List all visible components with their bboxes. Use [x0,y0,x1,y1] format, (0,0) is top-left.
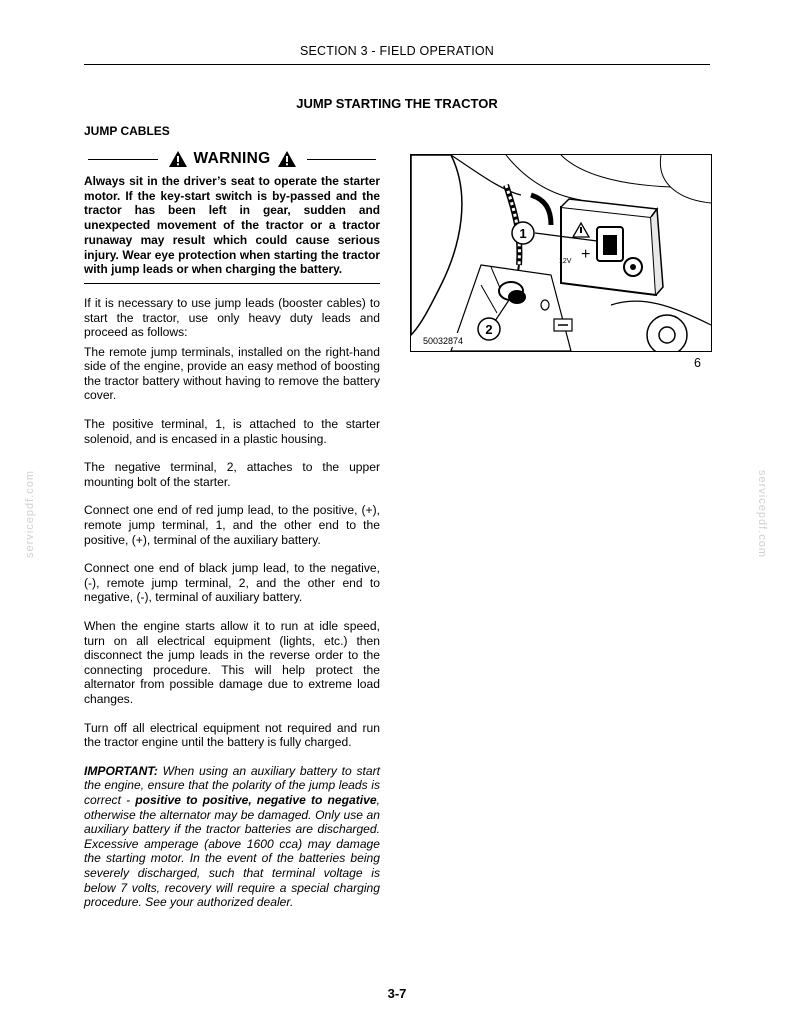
important-text-a: When using an auxiliary battery to start the engine, ensure that the polarity of the jump leads is correct - [84,763,380,807]
warning-rule-right [307,159,377,160]
paragraph-intro: If it is necessary to use jump leads (booster cables) to start the tractor, use only heavy duty leads and proceed as follows: [84,295,380,340]
figure-number: 6 [694,356,701,370]
page-title: JUMP STARTING THE TRACTOR [296,96,498,111]
paragraph-connect-black: Connect one end of black jump lead, to the negative, (-), remote jump terminal, 2, and the other end to negative, (-), terminal of auxiliary battery. [84,561,380,605]
warning-header [84,148,380,170]
header-rule [84,64,710,65]
engine-illustration [411,155,711,351]
paragraph-positive-terminal: The positive terminal, 1, is attached to the starter solenoid, and is encased in a plastic housing. [84,417,380,446]
watermark-right: servicepdf.com [755,470,768,558]
sub-heading: JUMP CABLES [84,124,170,138]
warning-box [84,148,380,284]
warning-text: Always sit in the driver’s seat to operate the starter motor. If the key-start switch is by-passed and the tractor has been left in gear, sudden and unexpected movement of the tractor or a tractor runaway may result which could cause serious injury. Wear eye protection when starting the tractor with jump leads or when charging the battery. [84,174,380,277]
figure-code: 50032874 [423,336,464,346]
important-bold: positive to positive, negative to negative [135,792,377,807]
callout-2: 2 [485,322,493,337]
warning-triangle-icon [277,150,297,168]
callout-1: 1 [519,226,527,241]
warning-label: WARNING [193,150,271,167]
housing-plus-sign: + [581,246,591,263]
paragraph-negative-terminal: The negative terminal, 2, attaches to the upper mounting bolt of the starter. [84,460,380,489]
paragraph-remote-terminals: The remote jump terminals, installed on the right-hand side of the engine, provide an easy method of boosting the tractor battery without having to remove the battery cover. [84,344,380,403]
paragraph-connect-red: Connect one end of red jump lead, to the positive, (+), remote jump terminal, 1, and the other end to the positive, (+), terminal of the auxiliary battery. [84,503,380,547]
important-label: IMPORTANT: [84,763,158,778]
watermark-left: servicepdf.com [23,470,36,558]
warning-rule-left [88,159,158,160]
page-number: 3-7 [387,986,407,1001]
text-column [84,124,380,924]
important-note [84,764,380,910]
paragraph-engine-starts: When the engine starts allow it to run at idle speed, turn on all electrical equipment (lights, etc.) then disconnect the jump leads in the reverse order to the connecting procedure. This will help protect the alternator from possible damage due to extreme load changes. [84,619,380,706]
section-header: SECTION 3 - FIELD OPERATION [299,44,495,58]
paragraph-turn-off: Turn off all electrical equipment not required and run the tractor engine until the battery is fully charged. [84,720,380,750]
important-text-b: , otherwise the alternator may be damaged. Only use an auxiliary battery if the tractor batteries are discharged. Excessive amperage (above 1600 cca) may damage the starting motor. In the event of the batteries being severely discharged, such that terminal voltage is below 7 volts, recovery will require a special charging procedure. See your authorized dealer. [84,792,380,910]
figure-jump-terminals [410,154,712,352]
housing-label: 12V [559,258,572,265]
warning-triangle-icon [168,150,188,168]
